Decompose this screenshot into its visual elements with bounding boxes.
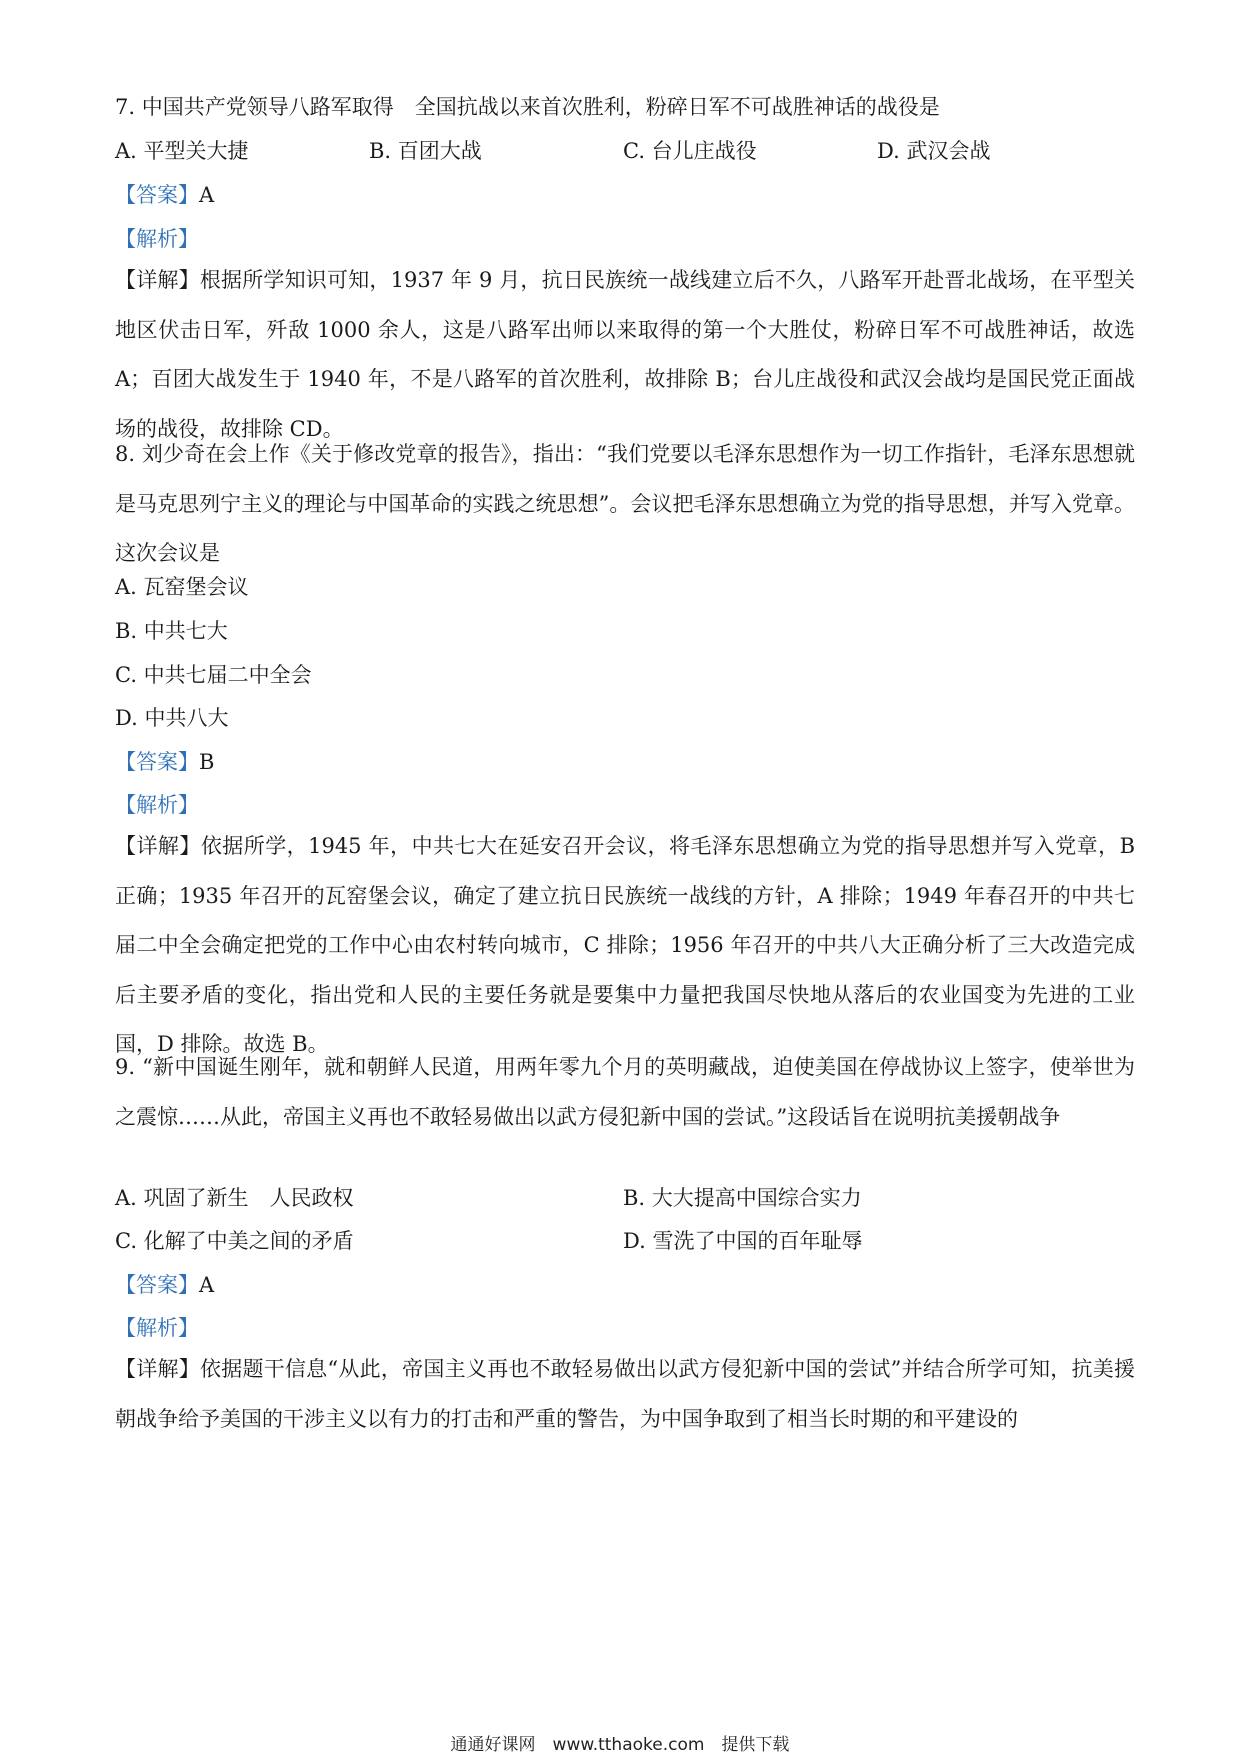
q9-detail-text: 依据题干信息“从此，帝国主义再也不敢轻易做出以武方侵犯新中国的尝试”并结合所学可知，抗美援朝战争给予美国的干涉主义以有力的打击和严重的警告，为中国争取到了相当长时期的和平建设的	[115, 1357, 1136, 1431]
q8-answer-line	[115, 747, 1135, 777]
q9-options-row2	[115, 1226, 1135, 1256]
q7-option-c: C. 台儿庄战役	[623, 139, 757, 163]
q8-option-d: D. 中共八大	[115, 706, 229, 730]
q8-answer: B	[199, 750, 215, 774]
q9-option-b: B. 大大提高中国综合实力	[623, 1186, 862, 1210]
q8-option-b: B. 中共七大	[115, 619, 228, 643]
q8-analysis-tag: 【解析】	[115, 793, 199, 817]
answer-tag: 【答案】	[115, 1273, 199, 1297]
q9-option-c: C. 化解了中美之间的矛盾	[115, 1229, 354, 1253]
q8-detail	[115, 822, 1135, 1070]
q7-detail	[115, 256, 1135, 454]
detail-tag: 【详解】	[115, 1357, 200, 1381]
q7-option-a: A. 平型关大捷	[115, 139, 249, 163]
q9-analysis-tag: 【解析】	[115, 1316, 199, 1340]
page-footer: 通通好课网 www.tthaoke.com 提供下载	[450, 1735, 790, 1755]
answer-tag: 【答案】	[115, 183, 199, 207]
q7-option-d: D. 武汉会战	[877, 139, 991, 163]
q9-option-d: D. 雪洗了中国的百年耻辱	[623, 1229, 863, 1253]
q7-answer-line	[115, 180, 1135, 210]
q9-stem: 9. “新中国诞生刚年，就和朝鲜人民道，用两年零九个月的英明藏战，迫使美国在停战协议上签字，使举世为之震惊……从此，帝国主义再也不敢轻易做出以武方侵犯新中国的尝试。”这段话旨在说明抗美援朝战争	[115, 1055, 1135, 1129]
q7-detail-text: 根据所学知识可知，1937 年 9 月，抗日民族统一战线建立后不久，八路军开赴晋北战场，在平型关地区伏击日军，歼敌 1000 余人，这是八路军出师以来取得的第一个大胜仗，粉碎日军不可战胜神话，故选 A；百团大战发生于 1940 年，不是八路军的首次胜利，故排除 B；台儿庄战役和武汉会战均是国民党正面战场的战役，故排除 CD。	[115, 268, 1136, 441]
q9-answer-line	[115, 1270, 1135, 1300]
q9-options-row1	[115, 1183, 1135, 1213]
q9-option-a: A. 巩固了新生 人民政权	[115, 1186, 354, 1210]
q9-detail	[115, 1345, 1135, 1444]
q7-option-b: B. 百团大战	[369, 139, 482, 163]
q9-answer: A	[199, 1273, 215, 1297]
answer-tag: 【答案】	[115, 750, 199, 774]
q7-options	[115, 136, 1135, 166]
q8-detail-text: 依据所学，1945 年，中共七大在延安召开会议，将毛泽东思想确立为党的指导思想并写入党章，B 正确；1935 年召开的瓦窑堡会议，确定了建立抗日民族统一战线的方针，A 排除；1949 年春召开的中共七届二中全会确定把党的工作中心由农村转向城市，C 排除；1956 年召开的中共八大正确分析了三大改造完成后主要矛盾的变化，指出党和人民的主要任务就是要集中力量把我国尽快地从落后的农业国变为先进的工业国，D 排除。故选 B。	[115, 834, 1135, 1056]
q8-option-a: A. 瓦窑堡会议	[115, 575, 249, 599]
q7-stem: 7. 中国共产党领导八路军取得 全国抗战以来首次胜利，粉碎日军不可战胜神话的战役是	[115, 95, 940, 119]
q8-stem: 8. 刘少奇在会上作《关于修改党章的报告》，指出：“我们党要以毛泽东思想作为一切工作指针，毛泽东思想就是马克思列宁主义的理论与中国革命的实践之统思想”。会议把毛泽东思想确立为党的指导思想，并写入党章。这次会议是	[115, 442, 1135, 565]
q8-option-c: C. 中共七届二中全会	[115, 663, 312, 687]
detail-tag: 【详解】	[115, 268, 200, 292]
q7-answer: A	[199, 183, 215, 207]
detail-tag: 【详解】	[115, 834, 201, 858]
q7-analysis-tag: 【解析】	[115, 227, 199, 251]
